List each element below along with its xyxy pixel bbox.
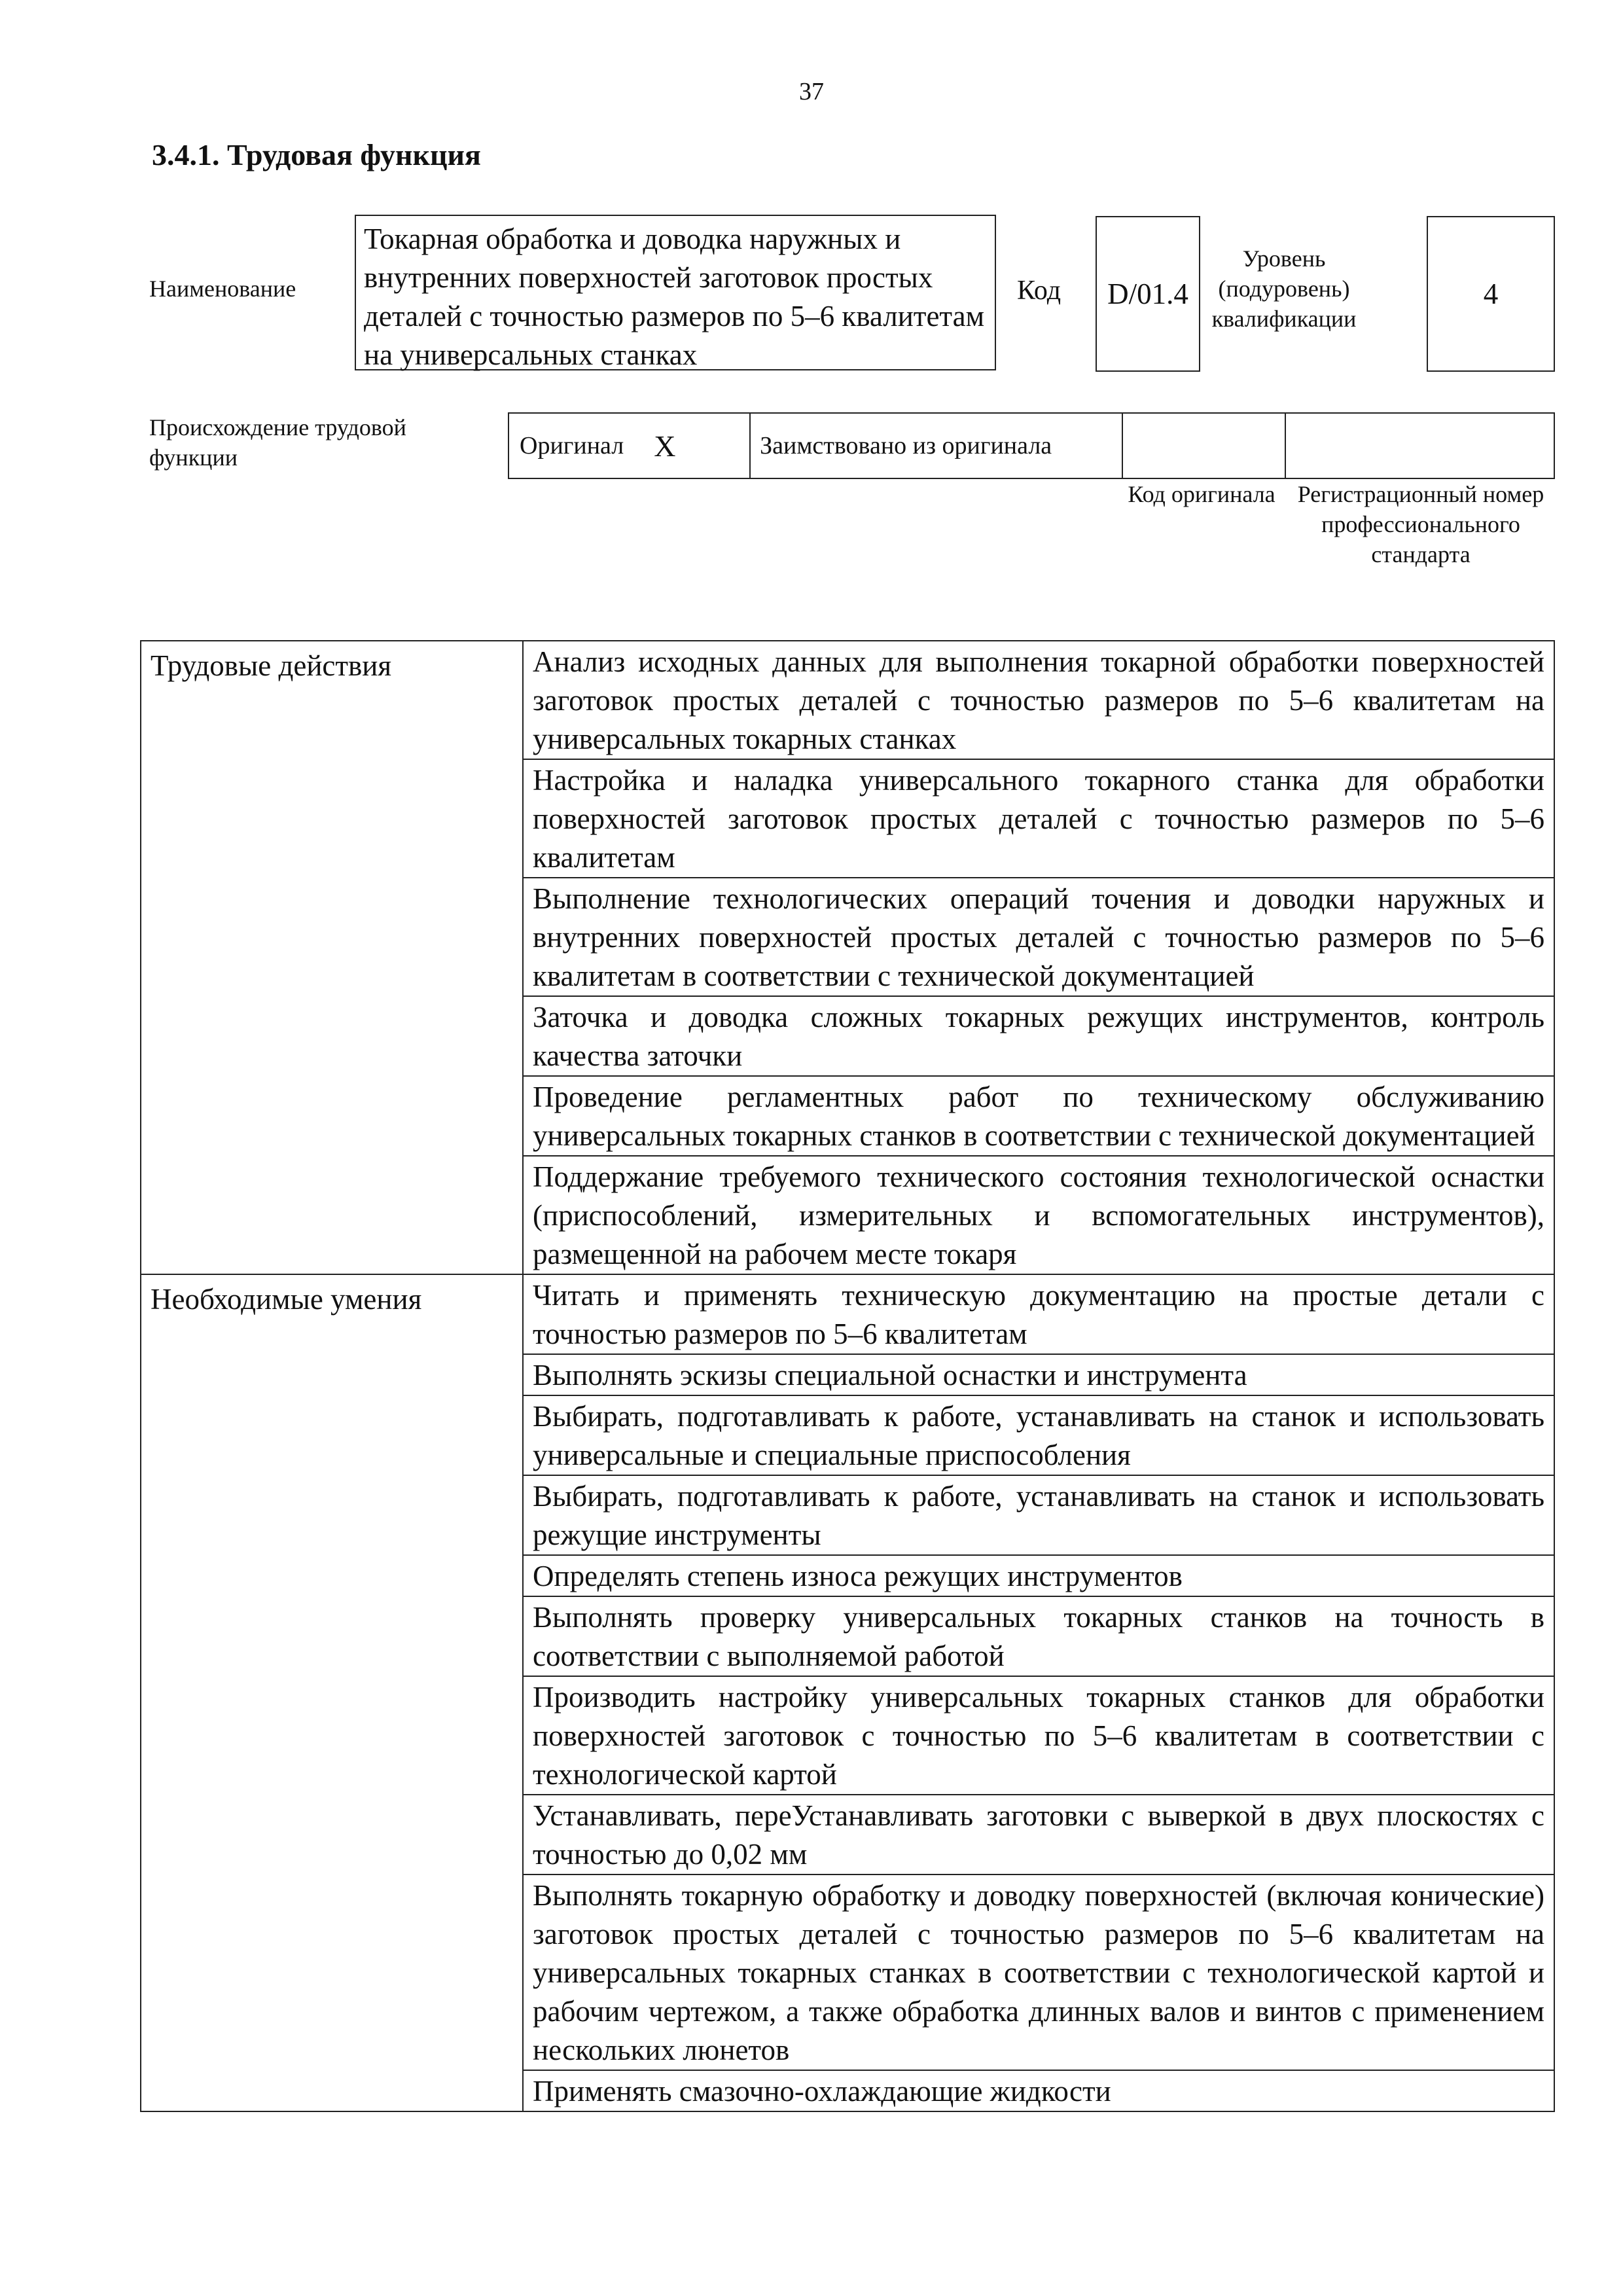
original-mark: X xyxy=(654,429,676,463)
name-label: Наименование xyxy=(149,276,296,302)
original-label: Оригинал xyxy=(520,432,624,459)
origin-label: Происхождение трудовой функции xyxy=(149,414,406,471)
section-title-skills: Необходимые умения xyxy=(141,1274,523,2111)
level-label: Уровень (подуровень) квалификации xyxy=(1211,245,1357,332)
table-cell: Проведение регламентных работ по техническому обслуживанию универсальных токарных станков в соответствии с технической документацией xyxy=(523,1076,1554,1156)
code-original-cell xyxy=(1123,414,1286,478)
section-heading: 3.4.1. Трудовая функция xyxy=(152,138,481,171)
code-label: Код xyxy=(1017,276,1061,306)
page-number: 37 xyxy=(799,78,824,105)
table-cell: Выполнение технологических операций точения и доводки наружных и внутренних поверхностей простых деталей с точностью размеров по 5–6 квалитетам в соответствии с технической документацией xyxy=(523,878,1554,996)
table-row xyxy=(141,641,1554,759)
table-cell: Поддержание требуемого технического состояния технологической оснастки (приспособлений, измерительных и вспомогательных инструментов), размещенной на рабочем месте токаря xyxy=(523,1156,1554,1274)
code-original-label: Код оригинала xyxy=(1128,481,1275,507)
table-cell: Применять смазочно-охлаждающие жидкости xyxy=(523,2070,1554,2111)
original-cell xyxy=(509,414,751,478)
reg-number-cell xyxy=(1286,414,1554,478)
table-cell: Выбирать, подготавливать к работе, устанавливать на станок и использовать универсальные и специальные приспособления xyxy=(523,1395,1554,1475)
table-row xyxy=(141,1274,1554,1354)
name-value: Токарная обработка и доводка наружных и внутренних поверхностей заготовок простых деталей с точностью размеров по 5–6 квалитетам на универсальных станках xyxy=(355,215,996,370)
code-value: D/01.4 xyxy=(1096,216,1200,372)
table-cell: Читать и применять техническую документацию на простые детали с точностью размеров по 5–6 квалитетам xyxy=(523,1274,1554,1354)
table-cell: Выполнять проверку универсальных токарных станков на точность в соответствии с выполняемой работой xyxy=(523,1596,1554,1676)
table-cell: Выполнять токарную обработку и доводку поверхностей (включая конические) заготовок простых деталей с точностью размеров по 5–6 квалитетам на универсальных токарных станках в соответствии с технологической картой и рабочим чертежом, а также обработка длинных валов и винтов с применением нескольких люнетов xyxy=(523,1874,1554,2070)
table-cell: Заточка и доводка сложных токарных режущих инструментов, контроль качества заточки xyxy=(523,996,1554,1076)
borrowed-label: Заимствовано из оригинала xyxy=(751,414,1123,478)
origin-row xyxy=(508,412,1555,479)
table-cell: Производить настройку универсальных токарных станков для обработки поверхностей заготовок с точностью по 5–6 квалитетам в соответствии с технологической картой xyxy=(523,1676,1554,1795)
table-cell: Выполнять эскизы специальной оснастки и инструмента xyxy=(523,1354,1554,1395)
table-cell: Устанавливать, переУстанавливать заготовки с выверкой в двух плоскостях с точностью до 0,02 мм xyxy=(523,1795,1554,1874)
reg-number-label: Регистрационный номер профессионального стандарта xyxy=(1297,481,1544,567)
level-value: 4 xyxy=(1427,216,1555,372)
table-cell: Анализ исходных данных для выполнения токарной обработки поверхностей заготовок простых деталей с точностью размеров по 5–6 квалитетам на универсальных токарных станках xyxy=(523,641,1554,759)
table-cell: Настройка и наладка универсального токарного станка для обработки поверхностей заготовок простых деталей с точностью размеров по 5–6 квалитетам xyxy=(523,759,1554,878)
table-cell: Выбирать, подготавливать к работе, устанавливать на станок и использовать режущие инструменты xyxy=(523,1475,1554,1555)
section-title-actions: Трудовые действия xyxy=(141,641,523,1274)
function-table xyxy=(140,640,1555,2112)
table-cell: Определять степень износа режущих инструментов xyxy=(523,1555,1554,1596)
